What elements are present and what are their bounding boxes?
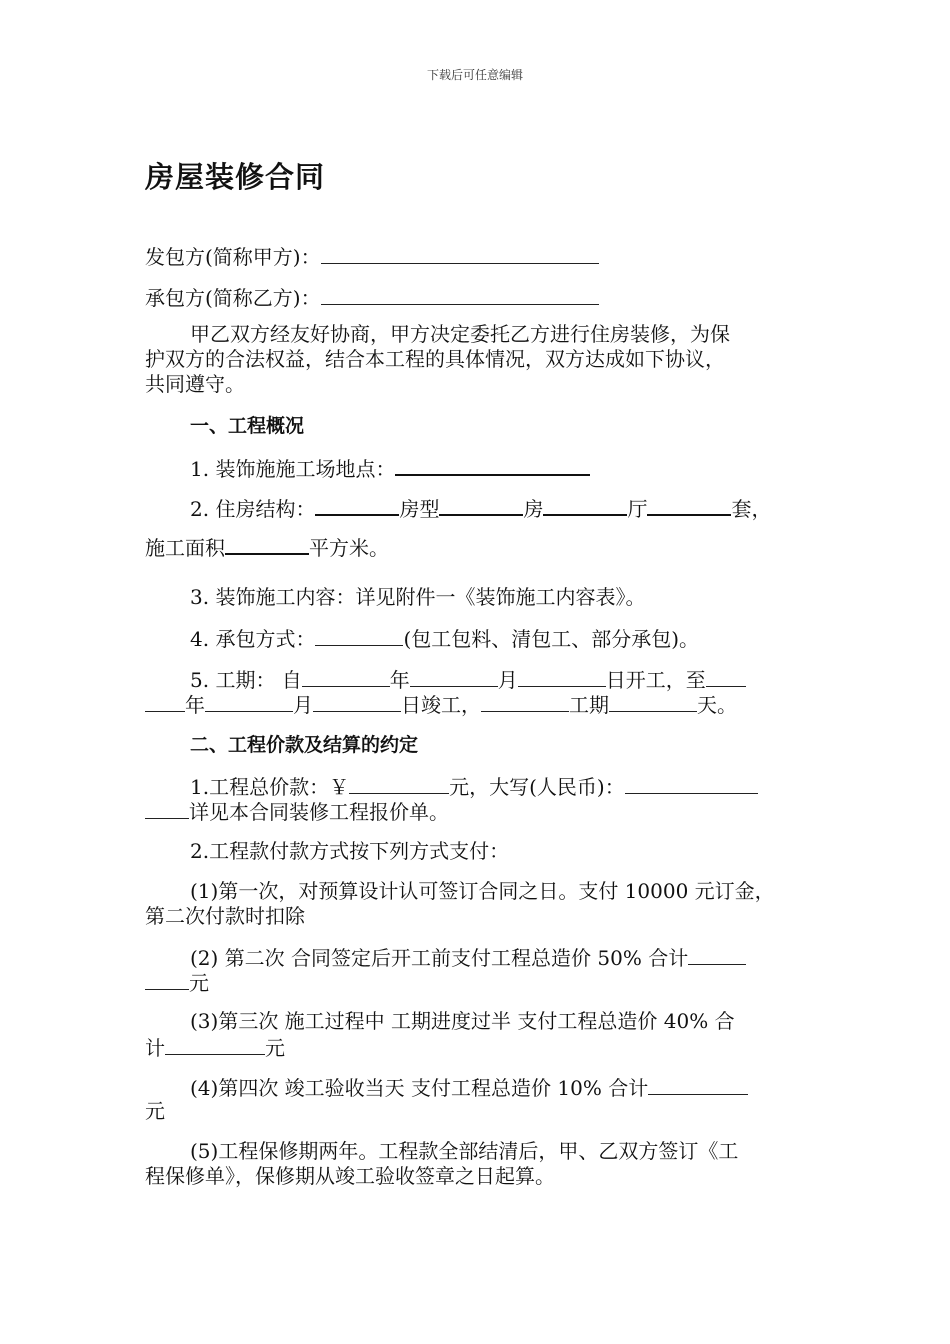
area-unit: 平方米。 [309,536,389,560]
end-year-blank-a[interactable] [706,666,746,687]
header-note: 下载后可任意编辑 [426,68,523,82]
duration-prefix-blank[interactable] [481,691,569,712]
start-month-label: 月 [497,668,518,692]
start-year-blank[interactable] [302,666,390,687]
area-line [145,533,805,561]
start-month-blank[interactable] [410,666,498,687]
schedule-label: 5. 工期： 自 [190,668,302,692]
party-a-blank[interactable] [321,243,599,264]
end-month-label: 月 [293,693,313,717]
payment-method-line: 2.工程款付款方式按下列方式支付： [190,839,510,863]
area-blank[interactable] [225,533,309,555]
total-price-label: 1.工程总价款：￥ [190,775,350,799]
site-location-blank[interactable] [395,454,590,476]
payment-2-unit: 元 [189,971,209,995]
payment-3-total-label: 计 [145,1036,165,1060]
payment-3-line-1: (3)第三次 施工过程中 工期进度过半 支付工程总造价 40% 合 [190,1009,735,1033]
party-a-line [145,243,805,270]
quotation-reference: 详见本合同装修工程报价单。 [189,800,449,824]
structure-blank[interactable] [315,494,399,516]
payment-2-line-1 [190,944,850,971]
payment-4-text: (4)第四次 竣工验收当天 支付工程总造价 10% 合计 [190,1076,649,1100]
contract-method-line [190,625,850,652]
party-b-line [145,284,805,311]
schedule-line-1 [190,666,850,693]
total-price-blank[interactable] [349,773,449,794]
contract-method-blank[interactable] [315,625,403,646]
payment-3-line-2 [145,1034,805,1061]
payment-1-line-2: 第二次付款时扣除 [145,904,305,928]
hall-blank[interactable] [647,494,731,516]
site-location-line [190,454,850,482]
schedule-line-2 [145,691,805,718]
house-type-blank[interactable] [439,494,523,516]
payment-4-amount-blank[interactable] [648,1074,748,1095]
warranty-line-1: (5)工程保修期两年。工程款全部结清后，甲、乙双方签订《工 [190,1139,739,1163]
hall-label: 厅 [627,497,648,521]
room-blank[interactable] [543,494,627,516]
start-day-blank[interactable] [518,666,606,687]
warranty-line-2: 程保修单》，保修期从竣工验收签章之日起算。 [145,1164,555,1188]
payment-4-line-1 [190,1074,850,1101]
area-label: 施工面积 [145,536,225,560]
payment-4-line-2: 元 [145,1099,165,1123]
party-b-blank[interactable] [321,284,599,305]
duration-label: 工期 [569,693,609,717]
duration-days-blank[interactable] [609,691,697,712]
structure-label: 2. 住房结构： [190,497,316,521]
start-year-label: 年 [389,668,410,692]
payment-1-line-1: (1)第一次，对预算设计认可签订合同之日。支付 10000 元订金， [190,879,775,903]
party-a-label: 发包方(简称甲方)： [145,245,321,269]
document-title: 房屋装修合同 [145,160,326,194]
duration-unit: 天。 [697,693,737,717]
intro-line-1: 甲乙双方经友好协商，甲方决定委托乙方进行住房装修，为保 [190,322,730,346]
house-type-label: 房型 [399,497,440,521]
uppercase-amount-blank-b[interactable] [145,798,189,819]
start-day-label: 日开工，至 [605,668,706,692]
section-1-heading: 一、工程概况 [190,415,305,437]
end-year-blank-b[interactable] [145,691,185,712]
decoration-content-line: 3. 装饰施工内容：详见附件一《装饰施工内容表》。 [190,585,646,609]
intro-line-2: 护双方的合法权益，结合本工程的具体情况，双方达成如下协议， [145,347,725,371]
payment-2-amount-blank-a[interactable] [688,944,746,965]
total-price-line [190,773,850,800]
payment-2-line-2 [145,969,805,996]
total-price-line-2 [145,798,805,825]
section-2-heading: 二、工程价款及结算的约定 [190,734,419,756]
end-year-label: 年 [185,693,205,717]
end-day-label: 日竣工， [401,693,481,717]
contract-method-options: (包工包料、清包工、部分承包)。 [403,627,700,651]
payment-2-text: (2) 第二次 合同签定后开工前支付工程总造价 50% 合计 [190,946,689,970]
contract-method-label: 4. 承包方式： [190,627,316,651]
payment-2-amount-blank-b[interactable] [145,969,189,990]
room-label: 房 [523,497,544,521]
unit-label: 套， [731,497,772,521]
end-day-blank[interactable] [313,691,401,712]
intro-line-3: 共同遵守。 [145,372,245,396]
house-structure-line [190,494,850,522]
party-b-label: 承包方(简称乙方)： [145,286,321,310]
uppercase-amount-blank-a[interactable] [625,773,758,794]
payment-3-unit: 元 [265,1036,285,1060]
total-price-uppercase-label: 元，大写(人民币)： [449,775,625,799]
site-location-label: 1. 装饰施施工场地点： [190,457,396,481]
end-month-blank[interactable] [205,691,293,712]
payment-3-amount-blank[interactable] [165,1034,265,1055]
